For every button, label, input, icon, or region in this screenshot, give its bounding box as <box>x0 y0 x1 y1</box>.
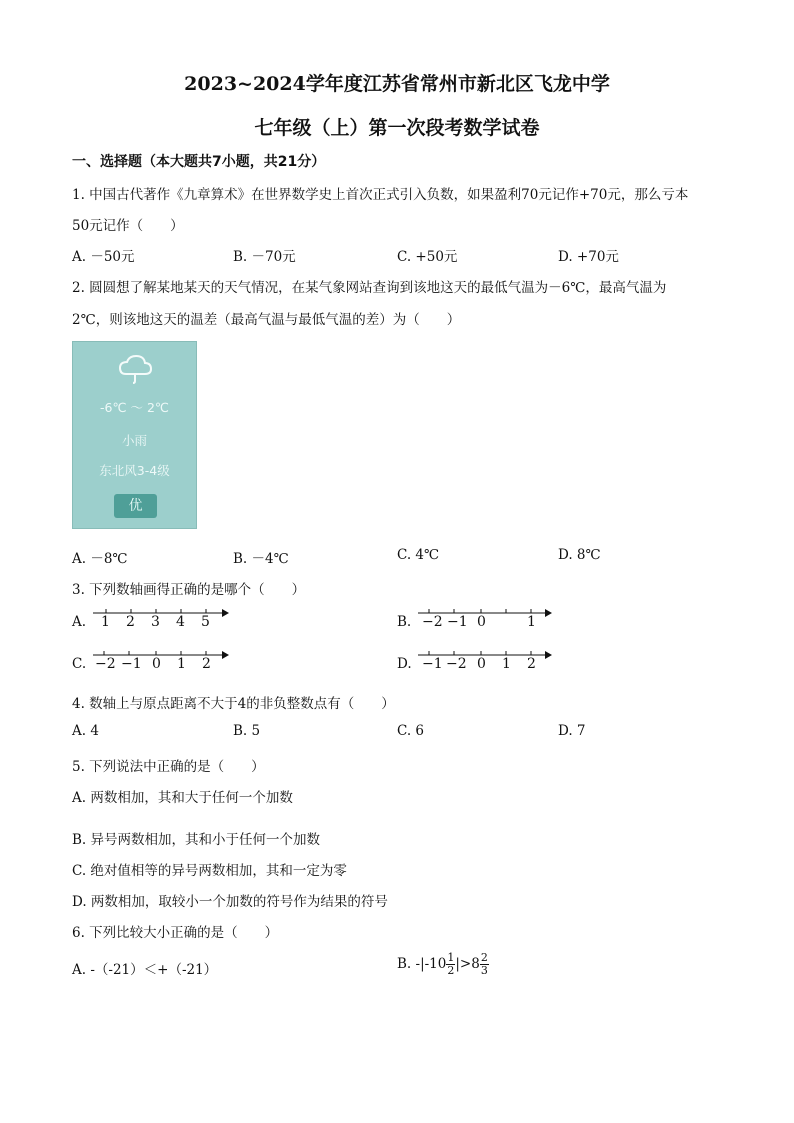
question-1-text: 1. 中国古代著作《九章算术》在世界数学史上首次正式引入负数，如果盈利70元记作+70元，那么亏本 <box>72 187 689 203</box>
air-quality-badge: 优 <box>114 494 157 518</box>
q4-option-a: A. 4 <box>72 723 99 739</box>
q1-option-d: D. +70元 <box>558 249 619 265</box>
cloud-rain-icon <box>73 354 196 387</box>
axis-d-label: −1 <box>422 656 443 672</box>
q4-option-d: D. 7 <box>558 723 586 739</box>
q1-option-b: B. －70元 <box>233 249 296 265</box>
fraction-numerator: 2 <box>480 951 488 964</box>
weather-wind: 东北风3-4级 <box>99 463 170 478</box>
q6-option-b-compare: |>8 <box>455 956 480 972</box>
axis-b-label: 1 <box>527 614 536 630</box>
question-1-text-cont: 50元记作（ ） <box>72 218 184 234</box>
weather-card-image <box>72 341 197 529</box>
axis-d-label: −2 <box>446 656 467 672</box>
q2-option-d: D. 8℃ <box>558 547 601 563</box>
q2-option-c: C. 4℃ <box>397 547 440 563</box>
q4-option-c: C. 6 <box>397 723 425 739</box>
weather-temperature: -6℃ ～ 2℃ <box>100 400 169 415</box>
q1-option-a: A. －50元 <box>72 249 135 265</box>
axis-b-label: −2 <box>422 614 443 630</box>
q2-option-b: B. －4℃ <box>233 551 289 567</box>
axis-a-label: 5 <box>201 614 210 630</box>
q5-option-b: B. 异号两数相加，其和小于任何一个加数 <box>72 832 321 848</box>
q3-option-d-letter: D. <box>397 656 412 672</box>
axis-a-label: 4 <box>176 614 185 630</box>
axis-d-label: 1 <box>502 656 511 672</box>
fraction-two-thirds <box>480 952 489 977</box>
fraction-numerator: 1 <box>447 951 455 964</box>
question-2-text-cont: 2℃，则该地这天的温差（最高气温与最低气温的差）为（ ） <box>72 312 461 328</box>
exam-title-line2: 七年级（上）第一次段考数学试卷 <box>254 117 540 139</box>
axis-d-label: 2 <box>527 656 536 672</box>
axis-d-label: 0 <box>477 656 486 672</box>
question-5-text: 5. 下列说法中正确的是（ ） <box>72 759 265 775</box>
axis-c-label: −2 <box>95 656 116 672</box>
section-heading: 一、选择题（本大题共7小题，共21分） <box>72 154 326 170</box>
axis-c-label: 0 <box>152 656 161 672</box>
question-3-text: 3. 下列数轴画得正确的是哪个（ ） <box>72 582 306 598</box>
axis-a-label: 3 <box>151 614 160 630</box>
axis-a-label: 1 <box>101 614 110 630</box>
fraction-denominator: 3 <box>480 964 488 977</box>
fraction-one-half <box>446 952 455 977</box>
q2-option-a: A. －8℃ <box>72 551 128 567</box>
fraction-denominator: 2 <box>447 964 455 977</box>
question-2-text: 2. 圆圆想了解某地某天的天气情况，在某气象网站查询到该地这天的最低气温为－6℃，最高气温为 <box>72 280 667 296</box>
q3-option-b-letter: B. <box>397 614 412 630</box>
axis-a-label: 2 <box>126 614 135 630</box>
q5-option-d: D. 两数相加，取较小一个加数的符号作为结果的符号 <box>72 894 388 910</box>
exam-title-line1: 2023~2024学年度江苏省常州市新北区飞龙中学 <box>184 73 610 95</box>
axis-c-label: −1 <box>121 656 142 672</box>
q6-option-b-prefix: B. -|-10 <box>397 956 447 972</box>
q3-option-c-letter: C. <box>72 656 87 672</box>
question-4-text: 4. 数轴上与原点距离不大于4的非负整数点有（ ） <box>72 696 395 712</box>
weather-condition: 小雨 <box>121 433 147 448</box>
q3-option-a-letter: A. <box>72 614 87 630</box>
q6-option-b <box>397 952 489 977</box>
q5-option-a: A. 两数相加，其和大于任何一个加数 <box>72 790 293 806</box>
q5-option-c: C. 绝对值相等的异号两数相加，其和一定为零 <box>72 863 347 879</box>
q1-option-c: C. +50元 <box>397 249 458 265</box>
question-6-text: 6. 下列比较大小正确的是（ ） <box>72 925 279 941</box>
q4-option-b: B. 5 <box>233 723 261 739</box>
axis-c-label: 1 <box>177 656 186 672</box>
q6-option-a: A. -（-21）＜+（-21） <box>72 962 218 978</box>
axis-c-label: 2 <box>202 656 211 672</box>
axis-b-label: 0 <box>477 614 486 630</box>
axis-b-label: −1 <box>447 614 468 630</box>
